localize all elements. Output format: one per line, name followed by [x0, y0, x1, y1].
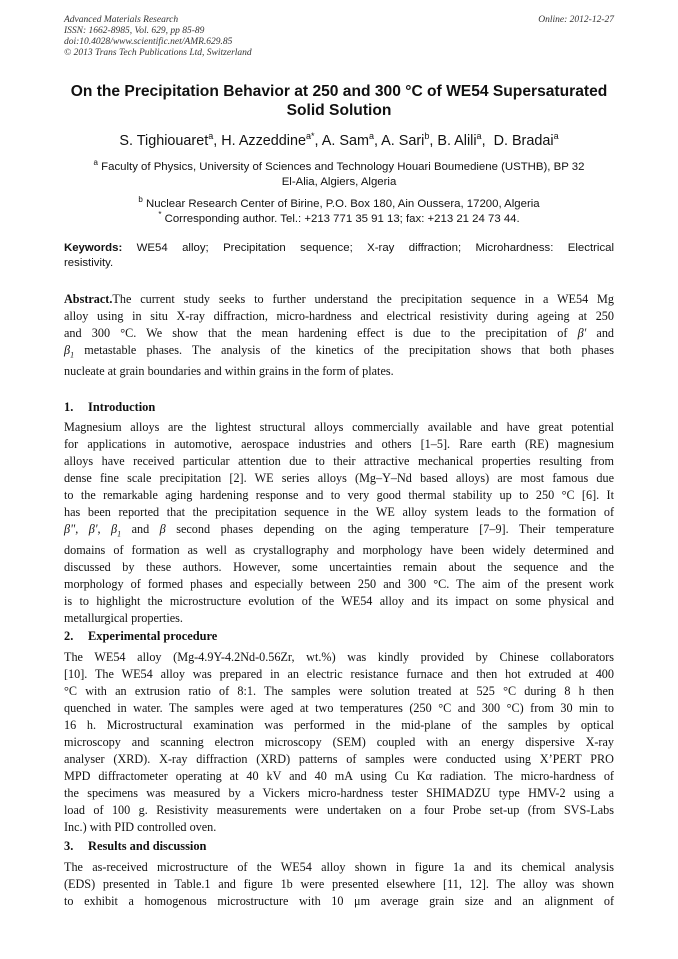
abstract-text: alloy using in situ X-ray diffraction, micro-hardness and electrical resistivity during ageing at 250 — [64, 309, 614, 323]
paragraph-line: Magnesium alloys are the lightest structural alloys commercially available and have great potential — [64, 420, 614, 434]
author-name: H. Azzeddine — [221, 132, 307, 149]
paper-title-line-2: Solid Solution — [286, 102, 392, 119]
paragraph-line: the specimens was measured by a Vickers micro-hardness tester SHIMADZU type HMV-2 using a — [64, 786, 614, 800]
phase-sequence-line: β", β', $\beta_1$ and β second phases depending on the aging temperature [7–9]. Their temperature — [64, 522, 615, 539]
journal-name: Advanced Materials Research — [64, 15, 179, 25]
affiliation-mark: b — [138, 195, 143, 204]
paragraph-line: morphology of formed phases and especially between 250 and 300 °C. The aim of the present work — [64, 577, 614, 592]
affiliation-text: El-Alia, Algiers, Algeria — [281, 175, 397, 188]
abstract-text: and 300 °C. We show that the mean hardening effect is due to the precipitation of — [64, 326, 568, 340]
introduction-body — [64, 419, 614, 627]
paragraph-line: domains of formation as well as crystallography and morphology have been widely determined and — [64, 543, 614, 558]
abstract-text: metastable phases. The analysis of the kinetics of the precipitation shows that both phases — [84, 343, 615, 357]
section-heading-introduction — [64, 399, 155, 415]
author-name: A. Sam — [321, 132, 369, 149]
section-number: 2. — [64, 629, 74, 643]
beta-symbol: β — [159, 522, 166, 536]
author-list: S. Tighiouaret$^a$, H. Azzeddine$^{a*}$, A. Sam$^a$, A. Sari$^b$, B. Alili$^a$, D. Bradai$^a$ — [119, 131, 559, 149]
paragraph-line: The as-received microstructure of the WE54 alloy shown in figure 1a and its chemical analysis — [64, 860, 614, 874]
affiliation-a — [50, 155, 628, 190]
abstract-text: and — [596, 326, 615, 340]
section-number: 3. — [64, 839, 74, 853]
affiliation-mark: a — [93, 158, 98, 167]
paragraph-line: for applications in automotive, aerospace industries and others [1–5]. Rare earth (RE) magnesium — [64, 437, 614, 451]
affiliation-text: Nuclear Research Center of Birine, P.O. Box 180, Ain Oussera, 17200, Algeria — [146, 197, 540, 210]
paragraph-line: alloys have received particular attention due to their attractive mechanical properties resulting from — [64, 454, 614, 468]
author-affil-mark: a* — [306, 131, 315, 141]
author-name: S. Tighiouaret — [119, 132, 209, 149]
author-affil-mark: a — [368, 131, 374, 141]
paragraph-line: °C with an extrusion ratio of 8:1. The samples were solution treated at 525 °C during 8 h then — [64, 684, 614, 698]
keywords-text: resistivity. — [64, 257, 114, 269]
abstract-text: nucleate at grain boundaries and within grains in the form of plates. — [64, 364, 394, 379]
author-affil-mark: b — [424, 131, 430, 141]
paragraph-line: second phases depending on the aging temperature [7–9]. Their temperature — [176, 522, 615, 536]
paper-title — [40, 82, 638, 120]
paragraph-line: is to highlight the microstructure evolution of the WE54 alloy and its impact on some physical and — [64, 594, 614, 609]
abstract-text: The current study seeks to further understand the precipitation sequence in a WE54 Mg — [112, 292, 614, 306]
corresponding-author-text: Corresponding author. Tel.: +213 771 35 91 13; fax: +213 21 24 73 44. — [164, 212, 520, 225]
issn-line: ISSN: 1662-8985, Vol. 629, pp 85-89 — [64, 26, 205, 36]
experimental-body — [64, 649, 614, 836]
abstract-block — [64, 291, 614, 380]
author-affil-mark: a — [476, 131, 482, 141]
paper-title-line-1: On the Precipitation Behavior at 250 and 300 °C of WE54 Supersaturated — [70, 83, 608, 100]
abstract-label: Abstract. — [64, 292, 113, 306]
beta-prime-symbol: β' — [577, 326, 587, 340]
results-body — [64, 859, 614, 910]
paragraph-line: analyser (XRD). X-ray diffraction (XRD) patterns of samples were conducted using X’PERT PRO — [64, 752, 614, 766]
keywords-label: Keywords: — [64, 242, 123, 254]
section-title: Experimental procedure — [88, 629, 218, 643]
section-title: Results and discussion — [88, 839, 207, 853]
paragraph-line: metallurgical properties. — [64, 611, 183, 626]
paragraph-line: quenched in water. The samples were aged at two temperatures (250 °C and 300 °C) from 30 min to — [64, 701, 614, 715]
keywords-text: WE54 alloy; Precipitation sequence; X-ray diffraction; Microhardness: Electrical — [136, 242, 615, 254]
corresponding-author — [50, 207, 628, 227]
copyright-line: © 2013 Trans Tech Publications Ltd, Switzerland — [64, 48, 252, 58]
author-affil-mark: a — [208, 131, 214, 141]
section-heading-experimental — [64, 628, 217, 644]
paragraph-line: has been reported that the precipitation sequence in the WE alloy system leads to the formation of — [64, 505, 614, 519]
paragraph-line: to the remarkable aging hardening response and to very good thermal stability up to 250 °C [6]. It — [64, 488, 614, 502]
beta1-symbol: $\beta_1$ — [64, 343, 75, 360]
paragraph-line: microscopy and scanning electron microscopy (SEM) coupled with an energy dispersive X-ray — [64, 735, 614, 749]
affiliation-text: Faculty of Physics, University of Sciences and Technology Houari Boumediene (USTHB), BP 32 — [101, 160, 585, 173]
paragraph-line: [10]. The WE54 alloy was prepared in an electric resistance furnace and then hot extruded at 400 — [64, 667, 614, 681]
section-number: 1. — [64, 400, 74, 414]
paragraph-line: Inc.) with PID controlled oven. — [64, 820, 217, 834]
beta-prime-symbol: β' — [88, 522, 98, 536]
journal-header — [64, 15, 252, 59]
online-date: Online: 2012-12-27 — [538, 15, 614, 25]
paragraph-line: load of 100 g. Resistivity measurements were undertaken on a four Probe set-up (from SVS-Labs — [64, 803, 614, 817]
beta-double-prime-symbol: β" — [64, 522, 76, 536]
paragraph-line: MPD diffractometer operating at 40 kV and 40 mA using Cu Kα radiation. The micro-hardness of — [64, 769, 614, 783]
author-name: B. Alili — [437, 132, 477, 149]
author-name: A. Sari — [381, 132, 425, 149]
author-name: D. Bradai — [493, 132, 554, 149]
doi-line: doi:10.4028/www.scientific.net/AMR.629.85 — [64, 37, 233, 47]
paragraph-line: The WE54 alloy (Mg-4.9Y-4.2Nd-0.56Zr, wt.%) was kindly provided by Chinese collaborators — [64, 650, 614, 664]
keywords-block — [64, 241, 614, 271]
paragraph-line: to exhibit a homogenous microstructure with 10 μm average grain size and an alignment of — [64, 894, 614, 908]
section-heading-results — [64, 838, 206, 854]
author-affil-mark: a — [553, 131, 559, 141]
beta1-symbol: $\beta_1$ — [110, 522, 122, 539]
paragraph-line: dense fine scale precipitation [2]. WE series alloys (Mg–Y–Nd based alloys) are most famous due — [64, 471, 614, 485]
section-title: Introduction — [88, 400, 156, 414]
paragraph-line: discussed by these authors. However, some uncertainties remain about the sequence and the — [64, 560, 614, 575]
paragraph-line: (EDS) presented in Table.1 and figure 1b were presented elsewhere [11, 12]. The alloy was shown — [64, 877, 614, 891]
affiliation-mark: * — [158, 210, 162, 219]
paragraph-line: 16 h. Microstructural examination was performed in the mid-plane of the samples by optical — [64, 718, 614, 732]
